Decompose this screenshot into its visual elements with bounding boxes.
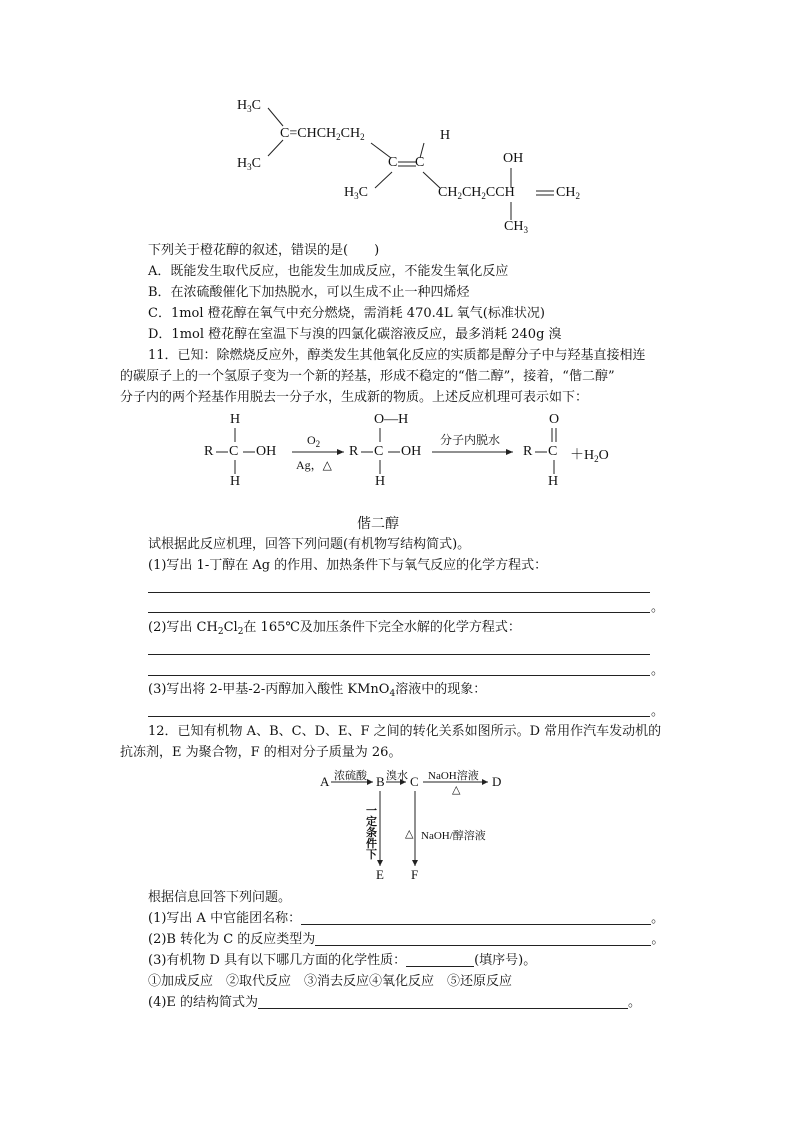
answer-blank[interactable] [301,910,651,925]
q10-option-d: D．1mol 橙花醇在室温下与溴的四氯化碳溶液反应，最多消耗 240g 溴 [148,327,562,342]
chain2-label: CH [438,185,458,200]
q12-choices: ①加成反应 ②取代反应 ③消去反应④氧化反应 ⑤还原反应 [148,974,513,989]
h3c-label-2: H [237,156,248,171]
q11-caption: 偕二醇 [357,516,399,532]
node-a: A [320,774,330,789]
m3-o: O [549,412,560,427]
period: 。 [651,704,665,719]
m2-oh: OH [401,444,422,459]
m1-oh: OH [256,444,277,459]
label-heat-2: △ [405,827,414,840]
node-d: D [492,774,502,789]
label-heat: △ [452,783,461,796]
arrow1-catalyst: Ag，△ [296,458,332,472]
answer-blank[interactable] [258,994,628,1009]
label-bromine-water: 溴水 [386,769,408,782]
q10-option-a: A．既能发生取代反应，也能发生加成反应，不能发生氧化反应 [148,264,509,279]
h-label: H [440,128,451,143]
q11-prompt: 试根据此反应机理，回答下列问题(有机物写结构简式)。 [148,537,471,552]
q11-sub3: (3)写出将 2-甲基-2-丙醇加入酸性 KMnO$_4$溶液中的现象： [148,682,487,699]
node-f: F [411,867,419,882]
m1-r: R [204,444,214,459]
m2-c: C [374,444,384,459]
q12-intro-2: 抗冻剂，E 为聚合物，F 的相对分子质量为 26。 [120,745,402,760]
h3c-label-3: H [344,185,355,200]
q10-stem: 下列关于橙花醇的叙述，错误的是( ) [148,243,380,258]
label-condition: 一 定 条 件 下 [366,804,377,861]
q11-intro-1: 11．已知：除燃烧反应外，醇类发生其他氧化反应的实质都是醇分子中与羟基直接相连 [148,348,646,363]
arrow1-o2: $O_2$ [307,433,321,449]
m2-o-h: O—H [374,412,409,427]
period: 。 [651,600,665,615]
m1-h-bottom: H [230,474,241,489]
ch2-end-label: CH [556,185,576,200]
c-eq-left: C [388,155,398,170]
q11-sub1: (1)写出 1-丁醇在 Ag 的作用、加热条件下与氧气反应的化学方程式： [148,558,548,573]
q12-sub3: (3)有机物 D 具有以下哪几方面的化学性质： (填序号)。 [148,953,537,968]
ch3-label: CH [504,219,524,234]
node-c: C [410,774,419,789]
water-product: $+H_2O$ [570,448,609,464]
q12-prompt: 根据信息回答下列问题。 [148,890,292,905]
c-eq-right: C [415,155,425,170]
m1-h-top: H [230,412,241,427]
arrow2-dehydrate: 分子内脱水 [440,433,501,447]
q10-option-c: C．1mol 橙花醇在氧气中充分燃烧，需消耗 470.4L 氧气(标准状况) [148,306,545,321]
m3-r: R [523,444,533,459]
m2-h-bottom: H [375,474,386,489]
chain-label: C [280,126,290,141]
q10-option-b: B．在浓硫酸催化下加热脱水，可以生成不止一种四烯烃 [148,285,470,300]
label-naoh-aq: NaOH溶液 [428,770,479,782]
q12-sub1: (1)写出 A 中官能团名称： 。 [148,911,665,926]
node-b: B [376,774,385,789]
period: 。 [651,663,665,678]
oh-label: OH [503,151,524,166]
q12-intro-1: 12．已知有机物 A、B、C、D、E、F 之间的转化关系如图所示。D 常用作汽车发动机的 [148,724,662,739]
h3c-label: H [237,98,248,113]
q11-intro-2: 的碳原子上的一个氢原子变为一个新的羟基，形成不稳定的“偕二醇”，接着，“偕二醇” [120,369,615,384]
m2-r: R [349,444,359,459]
m3-h: H [548,474,559,489]
node-e: E [376,867,384,882]
q11-sub2: (2)写出 $CH_2Cl_2$在 165℃及加压条件下完全水解的化学方程式： [148,620,521,637]
q11-intro-3: 分子内的两个羟基作用脱去一分子水，生成新的物质。上述反应机理可表示如下： [120,390,589,405]
answer-blank[interactable] [315,931,651,946]
answer-blank[interactable] [406,952,474,967]
m3-c: C [548,444,558,459]
m1-c: C [229,444,239,459]
q12-sub2: (2)B 转化为 C 的反应类型为 。 [148,932,665,947]
q12-sub4: (4)E 的结构简式为 。 [148,995,642,1010]
label-conc-acid: 浓硫酸 [334,769,367,782]
label-naoh-alc: NaOH/醇溶液 [421,830,486,842]
